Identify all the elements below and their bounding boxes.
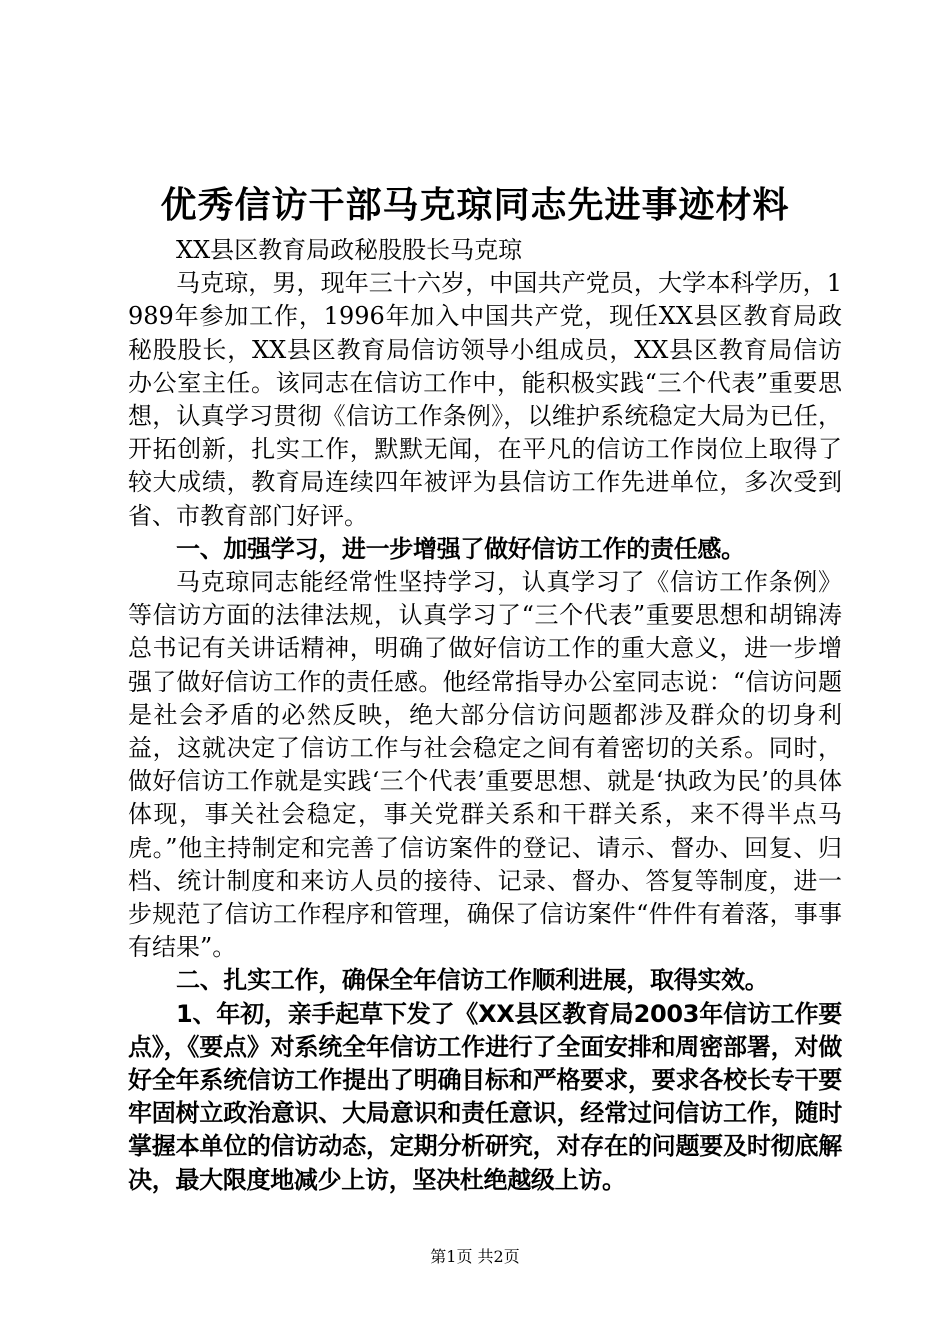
byline: XX县区教育局政秘股股长马克琼 xyxy=(176,236,523,264)
paragraph-intro: 马克琼，男，现年三十六岁，中国共产党员，大学本科学历，1989年参加工作，1996年加入中国共产党，现任XX县区教育局政秘股股长，XX县区教育局信访领导小组成员，XX县区教育局信访办公室主任。该同志在信访工作中，能积极实践“三个代表”重要思想，认真学习贯彻《信访工作条例》，以维护系统稳定大局为已任，开拓创新，扎实工作，默默无闻，在平凡的信访工作岗位上取得了较大成绩，教育局连续四年被评为县信访工作先进单位，多次受到省、市教育部门好评。 xyxy=(128,269,842,530)
page-footer: 第1页 共2页 xyxy=(430,1247,520,1266)
document-title: 优秀信访干部马克琼同志先进事迹材料 xyxy=(160,185,790,226)
section-heading-1: 一、加强学习，进一步增强了做好信访工作的责任感。 xyxy=(176,534,745,563)
paragraph-work-plan: 1、年初，亲手起草下发了《XX县区教育局2003年信访工作要点》，《要点》对系统全年信访工作进行了全面安排和周密部署，对做好全年系统信访工作提出了明确目标和严格要求，要求各校长专干要牢固树立政治意识、大局意识和责任意识，经常过问信访工作，随时掌握本单位的信访动态，定期分析研究，对存在的问题要及时彻底解决，最大限度地减少上访，坚决杜绝越级上访。 xyxy=(128,999,842,1194)
paragraph-study: 马克琼同志能经常性坚持学习，认真学习了《信访工作条例》等信访方面的法律法规，认真学习了“三个代表”重要思想和胡锦涛总书记有关讲话精神，明确了做好信访工作的重大意义，进一步增强了做好信访工作的责任感。他经常指导办公室同志说：“信访问题是社会矛盾的必然反映，绝大部分信访问题都涉及群众的切身利益，这就决定了信访工作与社会稳定之间有着密切的关系。同时，做好信访工作就是实践‘三个代表’重要思想、就是‘执政为民’的具体体现，事关社会稳定，事关党群关系和干群关系，来不得半点马虎。”他主持制定和完善了信访案件的登记、请示、督办、回复、归档、统计制度和来访人员的接待、记录、督办、答复等制度，进一步规范了信访工作程序和管理，确保了信访案件“件件有着落，事事有结果”。 xyxy=(128,568,842,962)
section-heading-2: 二、扎实工作，确保全年信访工作顺利进展，取得实效。 xyxy=(176,966,769,995)
document-body xyxy=(128,234,842,1197)
